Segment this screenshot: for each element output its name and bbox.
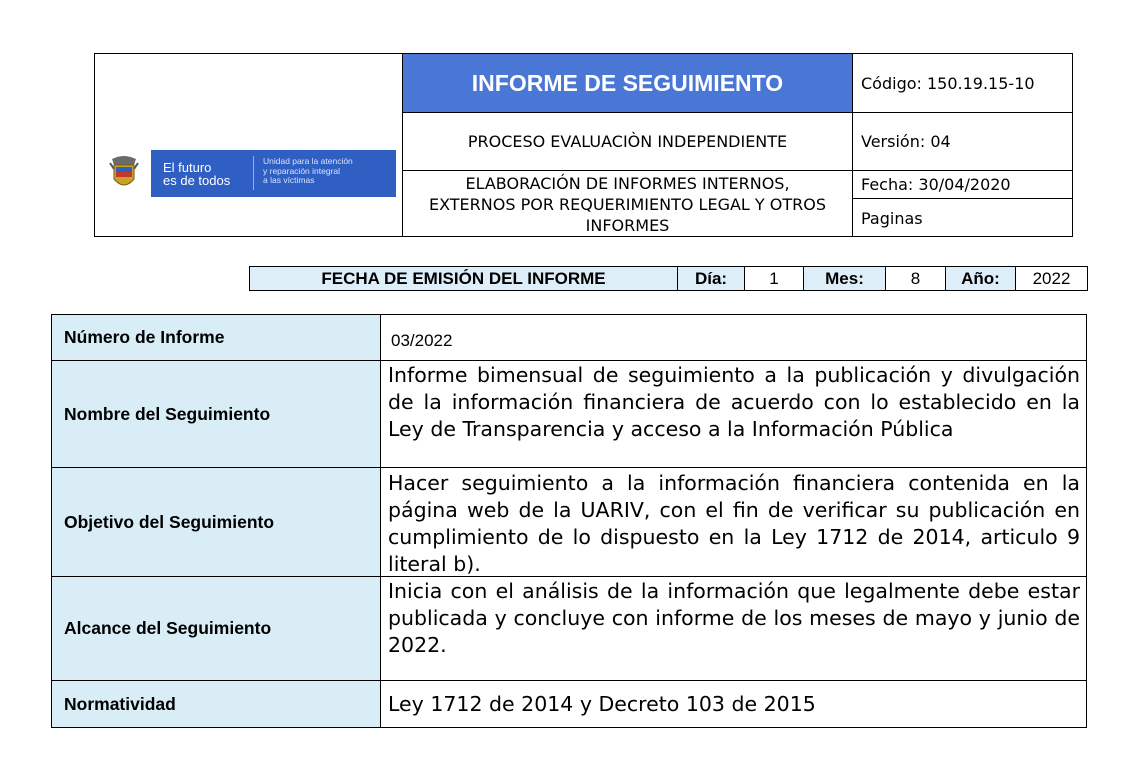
table-divider [51, 360, 1087, 361]
table-divider [51, 467, 1087, 468]
logo-slogan: El futuro es de todos [163, 160, 231, 188]
regulations-value: Ley 1712 de 2014 y Decreto 103 de 2015 [388, 692, 816, 716]
report-number-label: Número de Informe [52, 315, 380, 360]
year-value: 2022 [1015, 266, 1088, 291]
report-number-value: 03/2022 [391, 331, 453, 350]
logo-divider [253, 156, 254, 190]
issue-date-label: FECHA DE EMISIÓN DEL INFORME [249, 266, 678, 291]
month-label: Mes: [803, 266, 886, 291]
code-label: Código: 150.19.15-10 [861, 73, 1035, 93]
tracking-objective-label: Objetivo del Seguimiento [52, 468, 380, 576]
month-value: 8 [885, 266, 946, 291]
process-name: PROCESO EVALUACIÒN INDEPENDIENTE [467, 132, 788, 151]
procedure-name: ELABORACIÓN DE INFORMES INTERNOS, EXTERNOS POR REQUERIMIENTO LEGAL Y OTROS INFORMES [428, 173, 827, 235]
version-label: Versión: 04 [861, 132, 951, 151]
tracking-name-value: Informe bimensual de seguimiento a la publicación y divulgación de la información financiera de acuerdo con lo establecido en la Ley de Transparencia y acceso a la Información Pública [388, 363, 1080, 441]
tracking-objective-value: Hacer seguimiento a la información financiera contenida en la página web de la UARIV, con el fin de verificar su publicación en cumplimiento de lo dispuesto en la Ley 1712 de 2014, articulo 9 literal b). [388, 471, 1080, 576]
coat-of-arms-icon [108, 153, 140, 193]
tracking-scope-label: Alcance del Seguimiento [52, 577, 380, 680]
regulations-label: Normatividad [52, 681, 380, 727]
day-value: 1 [744, 266, 804, 291]
tracking-scope-value: Inicia con el análisis de la información que legalmente debe estar publicada y concluye con informe de los meses de mayo y junio de 2022. [388, 579, 1080, 657]
logo-tagline: Unidad para la atención y reparación integral a las víctimas [263, 156, 353, 185]
tracking-name-label: Nombre del Seguimiento [52, 361, 380, 467]
day-label: Día: [677, 266, 745, 291]
table-divider [380, 314, 381, 728]
year-label: Año: [945, 266, 1016, 291]
table-divider [51, 680, 1087, 681]
document-title: INFORME DE SEGUIMIENTO [403, 54, 852, 112]
date-label: Fecha: 30/04/2020 [861, 175, 1011, 194]
pages-label: Paginas [861, 208, 923, 228]
